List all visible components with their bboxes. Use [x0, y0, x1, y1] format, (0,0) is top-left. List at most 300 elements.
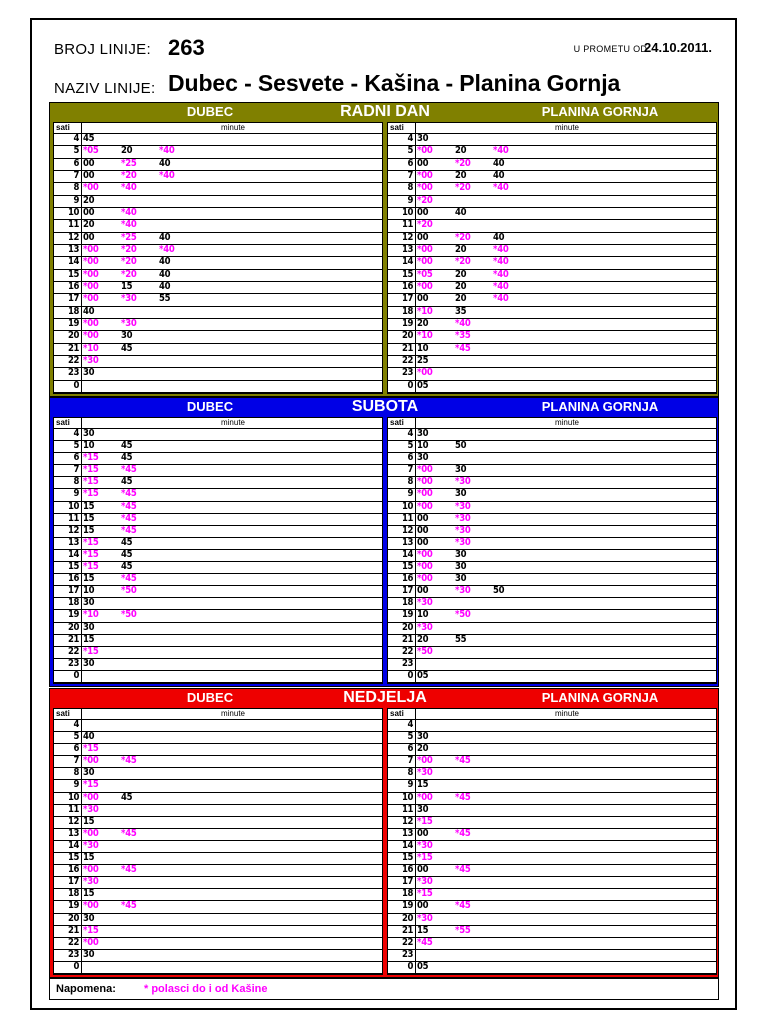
timetable-left	[53, 122, 383, 394]
hours-header: sati	[56, 709, 70, 718]
minute-cell: 10	[83, 585, 95, 597]
timetable-sheet	[30, 18, 737, 1010]
minute-cell: *00	[417, 548, 433, 560]
table-row	[388, 768, 716, 780]
table-row	[54, 793, 382, 805]
minute-cell: 00	[417, 157, 429, 169]
minute-cell: *30	[417, 839, 433, 851]
minute-cell: *30	[455, 500, 471, 512]
hour-cell: 16	[402, 864, 413, 876]
table-row	[54, 901, 382, 913]
timetable-left	[53, 417, 383, 684]
minute-cell: *20	[417, 219, 433, 231]
minute-cell: *20	[121, 170, 137, 181]
table-row	[388, 196, 716, 208]
table-row	[388, 294, 716, 306]
minute-cell: 30	[83, 657, 95, 669]
minute-cell: 30	[417, 731, 429, 743]
minute-cell: *45	[121, 900, 137, 912]
table-row	[54, 183, 382, 195]
hour-cell: 13	[402, 244, 413, 255]
hour-cell: 14	[402, 256, 413, 268]
minute-cell: 35	[455, 305, 467, 317]
minute-cell: 30	[417, 428, 429, 439]
table-row	[54, 441, 382, 453]
minute-cell: *00	[83, 330, 99, 342]
table-row	[388, 732, 716, 744]
minute-cell: *50	[417, 645, 433, 657]
minute-cell: *45	[121, 512, 137, 524]
minute-cell: 20	[455, 268, 467, 280]
minute-cell: *00	[417, 244, 433, 255]
table-row	[388, 319, 716, 331]
in-service-date: 24.10.2011.	[644, 40, 712, 55]
hour-cell: 13	[68, 536, 79, 548]
minute-cell: *30	[417, 621, 433, 633]
hour-cell: 14	[402, 839, 413, 851]
hour-cell: 21	[402, 924, 413, 936]
minute-cell: *00	[417, 145, 433, 157]
hour-cell: 19	[402, 609, 413, 621]
minute-cell: *30	[121, 293, 137, 305]
hour-cell: 19	[402, 318, 413, 329]
minute-cell: *15	[83, 464, 99, 476]
hour-cell: 4	[407, 428, 413, 439]
minute-cell: 15	[417, 779, 429, 791]
minute-cell: *00	[417, 256, 433, 268]
table-row	[54, 477, 382, 489]
hours-header: sati	[56, 418, 70, 427]
table-row	[388, 635, 716, 647]
hour-cell: 22	[68, 355, 79, 366]
minute-cell: *30	[83, 803, 99, 815]
table-row	[388, 171, 716, 183]
minute-cell: *00	[417, 476, 433, 488]
minute-cell: 30	[455, 561, 467, 573]
minute-cell: 20	[417, 633, 429, 645]
minute-cell: *10	[417, 330, 433, 342]
hour-cell: 12	[402, 524, 413, 536]
minute-cell: *30	[83, 876, 99, 888]
timetable-right	[387, 122, 717, 394]
table-row	[54, 574, 382, 586]
table-row	[388, 245, 716, 257]
minute-cell: *00	[417, 561, 433, 573]
hour-cell: 8	[73, 476, 79, 488]
hour-cell: 20	[402, 912, 413, 924]
column-header	[54, 123, 382, 134]
column-header	[54, 418, 382, 429]
table-row	[388, 793, 716, 805]
table-row	[54, 586, 382, 598]
minute-cell: *00	[417, 182, 433, 194]
table-row	[388, 550, 716, 562]
minute-cell: *00	[83, 864, 99, 876]
table-row	[54, 829, 382, 841]
hour-cell: 0	[73, 960, 79, 972]
table-row	[54, 671, 382, 683]
minute-cell: 15	[83, 500, 95, 512]
minute-cell: 05	[417, 379, 429, 391]
table-row	[54, 381, 382, 393]
table-row	[388, 865, 716, 877]
minute-cell: *15	[83, 743, 99, 755]
minute-cell: *15	[83, 452, 99, 464]
hour-cell: 13	[402, 827, 413, 839]
minute-cell: *00	[83, 827, 99, 839]
table-row	[388, 344, 716, 356]
hour-cell: 23	[68, 367, 79, 379]
hour-cell: 6	[407, 157, 413, 169]
minute-cell: *00	[83, 900, 99, 912]
minute-cell: *40	[121, 182, 137, 194]
hour-cell: 15	[68, 852, 79, 864]
hour-cell: 14	[402, 548, 413, 560]
table-row	[54, 307, 382, 319]
hour-cell: 16	[402, 573, 413, 585]
minute-cell: *15	[417, 815, 433, 827]
table-row	[388, 562, 716, 574]
table-row	[388, 159, 716, 171]
minute-cell: *00	[417, 791, 433, 803]
table-row	[54, 368, 382, 380]
hour-cell: 18	[68, 597, 79, 609]
line-name-label: NAZIV LINIJE:	[54, 80, 156, 97]
minute-cell: *10	[83, 609, 99, 621]
minute-cell: 25	[417, 355, 429, 366]
hour-cell: 23	[68, 948, 79, 960]
table-row	[388, 901, 716, 913]
table-row	[54, 319, 382, 331]
table-row	[388, 586, 716, 598]
hour-cell: 16	[68, 864, 79, 876]
table-row	[388, 257, 716, 269]
table-row	[54, 889, 382, 901]
table-row	[388, 610, 716, 622]
hour-cell: 7	[407, 464, 413, 476]
hour-cell: 4	[73, 719, 79, 730]
section-header	[50, 689, 720, 707]
minute-cell: *40	[159, 145, 175, 157]
minute-cell: *25	[121, 157, 137, 169]
hour-cell: 23	[402, 948, 413, 960]
hour-cell: 7	[407, 170, 413, 181]
minute-cell: *40	[493, 256, 509, 268]
minute-cell: *45	[417, 936, 433, 948]
table-row	[388, 331, 716, 343]
minute-cell: *00	[83, 755, 99, 767]
hour-cell: 8	[407, 182, 413, 194]
hour-cell: 5	[407, 145, 413, 157]
table-row	[54, 805, 382, 817]
direction-to: PLANINA GORNJA	[541, 690, 659, 705]
minute-cell: 30	[83, 767, 95, 779]
minute-cell: *40	[159, 244, 175, 255]
minute-cell: 50	[493, 585, 505, 597]
minute-cell: 00	[417, 524, 429, 536]
minute-cell: *30	[83, 355, 99, 366]
minute-cell: 30	[455, 573, 467, 585]
minute-cell: *00	[417, 755, 433, 767]
minute-cell: 15	[83, 573, 95, 585]
table-row	[54, 938, 382, 950]
minute-cell: *45	[455, 342, 471, 354]
table-row	[54, 841, 382, 853]
hour-cell: 7	[73, 464, 79, 476]
hour-cell: 16	[402, 281, 413, 292]
hour-cell: 9	[407, 488, 413, 500]
minute-cell: *45	[455, 755, 471, 767]
hour-cell: 10	[402, 207, 413, 218]
minute-cell: 30	[417, 803, 429, 815]
minute-cell: 50	[455, 440, 467, 452]
column-header	[388, 418, 716, 429]
table-row	[54, 453, 382, 465]
hour-cell: 18	[68, 888, 79, 900]
hour-cell: 18	[402, 888, 413, 900]
hour-cell: 17	[68, 585, 79, 597]
hour-cell: 10	[68, 207, 79, 218]
minute-cell: *30	[455, 536, 471, 548]
hour-cell: 8	[407, 476, 413, 488]
hour-cell: 21	[68, 342, 79, 354]
schedule-section	[49, 397, 719, 687]
minute-cell: *15	[83, 476, 99, 488]
minute-cell: *00	[417, 500, 433, 512]
hour-cell: 0	[73, 379, 79, 391]
minute-cell: 00	[83, 207, 95, 218]
hour-cell: 15	[402, 561, 413, 573]
table-row	[388, 441, 716, 453]
minute-cell: *50	[121, 585, 137, 597]
table-row	[388, 598, 716, 610]
schedule-section	[49, 102, 719, 397]
minute-cell: 15	[83, 633, 95, 645]
minute-cell: *00	[417, 170, 433, 181]
column-header	[54, 709, 382, 720]
hour-cell: 10	[68, 500, 79, 512]
hour-cell: 19	[68, 318, 79, 329]
table-row	[54, 220, 382, 232]
minute-cell: 40	[159, 268, 171, 280]
timetable-right	[387, 708, 717, 975]
minute-cell: *30	[455, 512, 471, 524]
table-row	[388, 829, 716, 841]
hour-cell: 16	[68, 573, 79, 585]
hour-cell: 21	[402, 633, 413, 645]
hour-cell: 10	[68, 791, 79, 803]
minute-cell: *15	[83, 548, 99, 560]
minute-cell: 30	[455, 488, 467, 500]
minutes-header: minute	[554, 709, 579, 718]
table-row	[54, 610, 382, 622]
column-header	[388, 709, 716, 720]
minute-cell: 00	[417, 207, 429, 218]
hour-cell: 8	[73, 182, 79, 194]
hour-cell: 0	[407, 960, 413, 972]
hour-cell: 6	[407, 743, 413, 755]
table-row	[54, 331, 382, 343]
hour-cell: 5	[73, 440, 79, 452]
table-row	[388, 659, 716, 671]
minute-cell: 30	[83, 912, 95, 924]
minute-cell: *00	[83, 318, 99, 329]
minute-cell: 55	[455, 633, 467, 645]
table-row	[54, 502, 382, 514]
table-row	[388, 647, 716, 659]
minute-cell: *45	[121, 755, 137, 767]
minute-cell: 05	[417, 960, 429, 972]
minute-cell: *05	[83, 145, 99, 157]
minute-cell: 40	[493, 170, 505, 181]
table-row	[54, 962, 382, 974]
minute-cell: 30	[455, 548, 467, 560]
minutes-header: minute	[220, 709, 245, 718]
minute-cell: 45	[121, 548, 133, 560]
minutes-header: minute	[554, 123, 579, 132]
minute-cell: 00	[417, 585, 429, 597]
hour-cell: 22	[402, 936, 413, 948]
minute-cell: *40	[159, 170, 175, 181]
table-row	[54, 853, 382, 865]
minute-cell: 45	[83, 133, 95, 144]
minute-cell: *15	[417, 888, 433, 900]
hour-cell: 12	[68, 815, 79, 827]
hour-cell: 23	[402, 367, 413, 379]
table-row	[388, 270, 716, 282]
table-row	[388, 220, 716, 232]
minute-cell: *45	[455, 900, 471, 912]
table-row	[388, 429, 716, 441]
column-header	[388, 123, 716, 134]
table-row	[54, 598, 382, 610]
minute-cell: *30	[417, 912, 433, 924]
minute-cell: 15	[83, 888, 95, 900]
minute-cell: 15	[121, 281, 133, 292]
minute-cell: *30	[455, 585, 471, 597]
minute-cell: 30	[417, 452, 429, 464]
table-row	[54, 647, 382, 659]
minute-cell: 45	[121, 342, 133, 354]
minute-cell: *00	[83, 791, 99, 803]
table-row	[388, 381, 716, 393]
hour-cell: 10	[402, 500, 413, 512]
minute-cell: *45	[455, 791, 471, 803]
minute-cell: *10	[83, 342, 99, 354]
hour-cell: 19	[68, 900, 79, 912]
table-row	[388, 756, 716, 768]
minute-cell: 15	[417, 924, 429, 936]
hour-cell: 7	[73, 755, 79, 767]
table-row	[388, 307, 716, 319]
minute-cell: 00	[83, 231, 95, 243]
table-row	[54, 146, 382, 158]
section-header	[50, 103, 720, 121]
table-row	[388, 146, 716, 158]
minute-cell: 20	[121, 145, 133, 157]
table-row	[54, 732, 382, 744]
table-row	[388, 877, 716, 889]
minute-cell: *00	[83, 268, 99, 280]
table-row	[54, 926, 382, 938]
hour-cell: 4	[407, 133, 413, 144]
table-row	[54, 245, 382, 257]
day-type: SUBOTA	[351, 398, 419, 415]
minute-cell: 45	[121, 476, 133, 488]
hour-cell: 11	[68, 219, 79, 231]
hour-cell: 5	[73, 731, 79, 743]
hour-cell: 5	[73, 145, 79, 157]
table-row	[388, 817, 716, 829]
table-row	[388, 574, 716, 586]
minute-cell: 55	[159, 293, 171, 305]
minute-cell: *40	[121, 207, 137, 218]
table-row	[388, 356, 716, 368]
table-row	[54, 233, 382, 245]
in-service-label: U PROMETU OD:	[573, 44, 650, 54]
hour-cell: 16	[68, 281, 79, 292]
minute-cell: 10	[417, 440, 429, 452]
hour-cell: 11	[68, 803, 79, 815]
table-row	[54, 720, 382, 732]
hour-cell: 17	[68, 293, 79, 305]
note-box	[49, 978, 719, 1000]
table-row	[388, 720, 716, 732]
header	[54, 37, 714, 67]
minute-cell: *45	[121, 488, 137, 500]
minute-cell: 20	[83, 194, 95, 206]
hour-cell: 11	[402, 219, 413, 231]
minute-cell: *40	[121, 219, 137, 231]
table-row	[388, 889, 716, 901]
table-row	[388, 465, 716, 477]
hour-cell: 23	[402, 657, 413, 669]
minute-cell: *20	[455, 182, 471, 194]
minute-cell: 40	[455, 207, 467, 218]
minute-cell: *00	[417, 281, 433, 292]
hour-cell: 4	[73, 133, 79, 144]
minute-cell: 00	[417, 827, 429, 839]
minute-cell: 10	[417, 609, 429, 621]
minute-cell: *10	[417, 305, 433, 317]
hour-cell: 15	[402, 268, 413, 280]
minute-cell: 30	[83, 367, 95, 379]
minute-cell: *45	[455, 827, 471, 839]
hour-cell: 12	[402, 815, 413, 827]
minute-cell: *30	[121, 318, 137, 329]
minute-cell: 40	[493, 231, 505, 243]
table-row	[54, 550, 382, 562]
table-row	[388, 282, 716, 294]
minute-cell: *50	[121, 609, 137, 621]
hour-cell: 7	[73, 170, 79, 181]
minute-cell: *00	[417, 367, 433, 379]
table-row	[54, 635, 382, 647]
timetable-left	[53, 708, 383, 975]
table-row	[54, 356, 382, 368]
minute-cell: *00	[83, 182, 99, 194]
table-row	[388, 914, 716, 926]
minute-cell: 20	[83, 219, 95, 231]
minute-cell: *40	[493, 281, 509, 292]
hour-cell: 5	[407, 440, 413, 452]
minute-cell: 15	[83, 852, 95, 864]
hours-header: sati	[390, 418, 404, 427]
hour-cell: 11	[68, 512, 79, 524]
hour-cell: 18	[68, 305, 79, 317]
hour-cell: 14	[68, 839, 79, 851]
direction-to: PLANINA GORNJA	[541, 399, 659, 414]
